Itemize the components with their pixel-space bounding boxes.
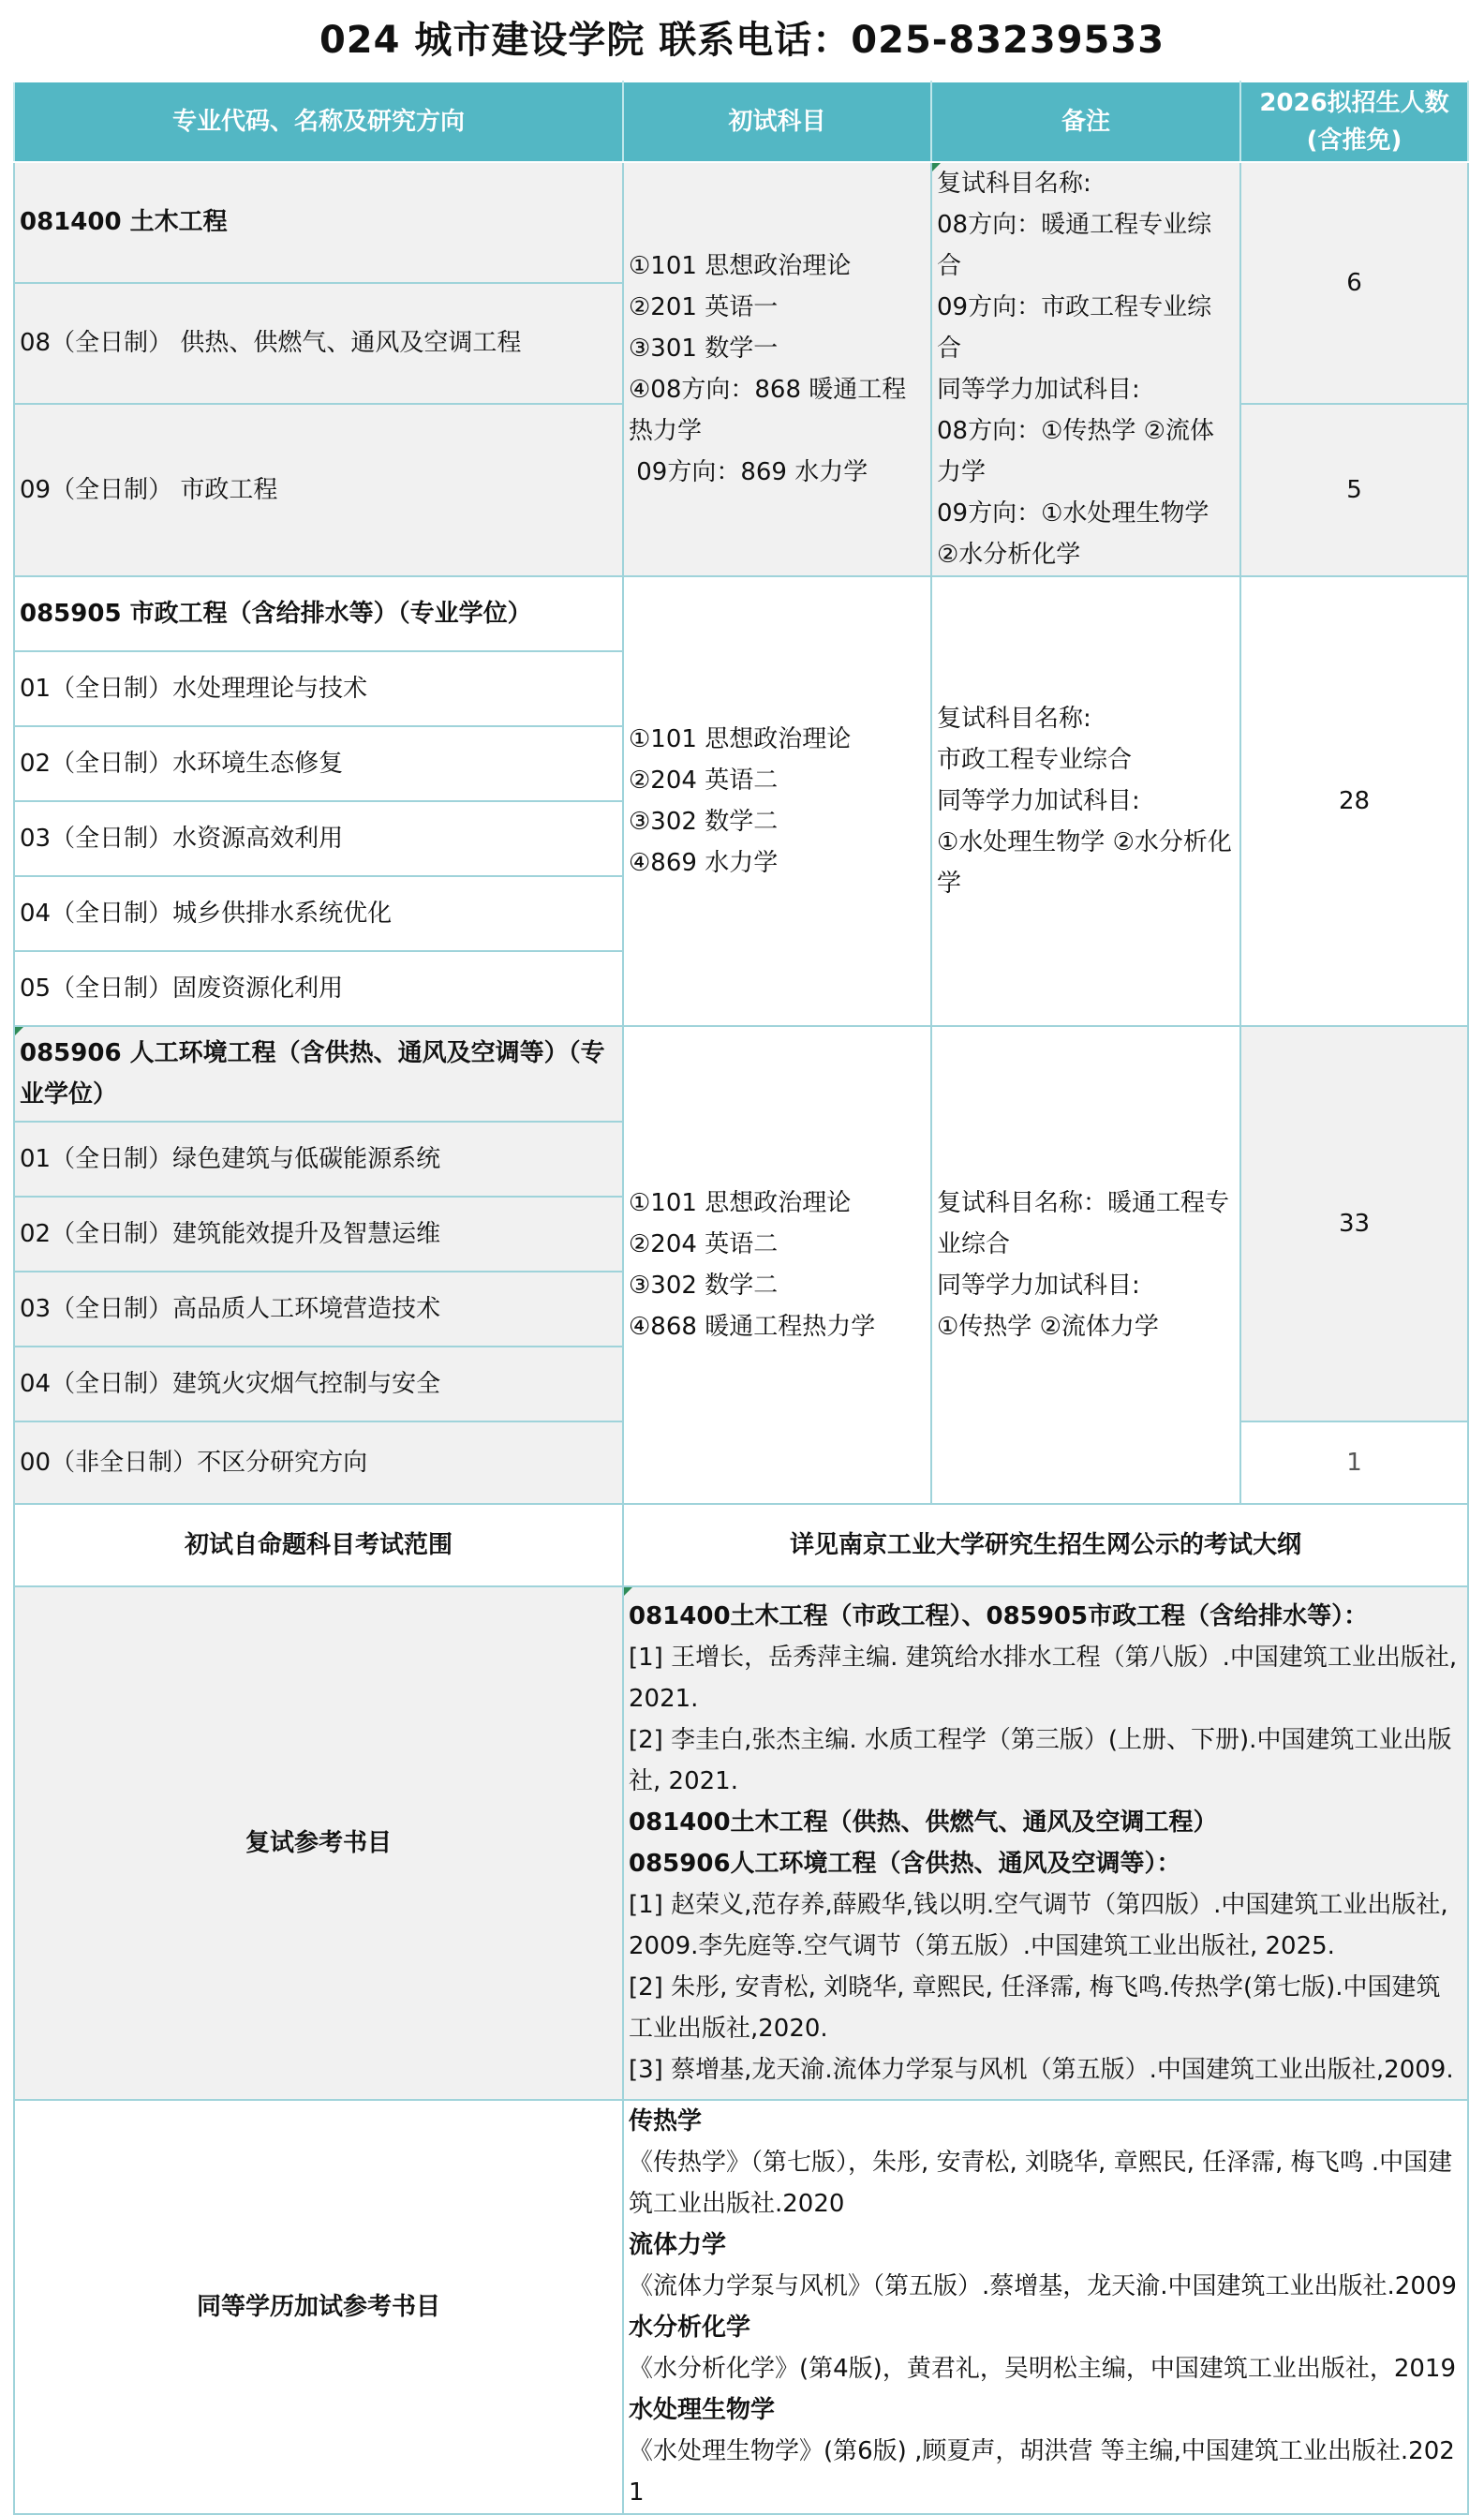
quota-value: 28 — [1240, 576, 1468, 1026]
remark-line: 同等学力加试科目: — [937, 376, 1140, 404]
quota-value: 1 — [1240, 1421, 1468, 1504]
equiv-book-line: 水分析化学 — [629, 2314, 751, 2342]
remark-line: 同等学力加试科目: — [937, 787, 1140, 815]
exam-line: ②204 英语二 — [629, 766, 779, 795]
table-row — [14, 2100, 1468, 2514]
exam-line: ④869 水力学 — [629, 849, 779, 877]
remark-line: 复试科目名称: — [937, 170, 1091, 198]
direction-name: 08（全日制） 供热、供燃气、通风及空调工程 — [14, 283, 623, 404]
exam-subjects — [623, 1026, 931, 1504]
exam-line: 09方向：869 水力学 — [629, 458, 868, 486]
exam-line: ③302 数学二 — [629, 1272, 779, 1300]
table-row — [14, 162, 1468, 283]
equiv-book-line: 传热学 — [629, 2107, 703, 2136]
remark-line: 复试科目名称: — [937, 705, 1091, 733]
exam-line: ①101 思想政治理论 — [629, 725, 852, 753]
direction-name: 05（全日制）固废资源化利用 — [14, 951, 623, 1026]
scope-label: 初试自命题科目考试范围 — [14, 1504, 623, 1586]
retest-book-line: [1] 王增长，岳秀萍主编. 建筑给水排水工程（第八版）.中国建筑工业出版社,2021. — [629, 1644, 1458, 1713]
direction-name: 00（非全日制）不区分研究方向 — [14, 1421, 623, 1504]
header-quota-line1: 2026拟招生人数 — [1259, 89, 1449, 117]
direction-name: 03（全日制）水资源高效利用 — [14, 801, 623, 876]
quota-value: 5 — [1240, 404, 1468, 576]
retest-book-line: [1] 赵荣义,范存养,薛殿华,钱以明.空气调节（第四版）.中国建筑工业出版社, 2009.李先庭等.空气调节（第五版）.中国建筑工业出版社, 2025. — [629, 1891, 1448, 1960]
exam-line: ②204 英语二 — [629, 1230, 779, 1258]
equiv-books-label: 同等学历加试参考书目 — [14, 2100, 623, 2514]
direction-name: 09（全日制） 市政工程 — [14, 404, 623, 576]
remark-line: 08方向：暖通工程专业综合 — [937, 211, 1212, 280]
header-quota-line2: (含推免) — [1306, 126, 1402, 155]
retest-book-line: 081400土木工程（供热、供燃气、通风及空调工程） — [629, 1808, 1218, 1837]
exam-line: ②201 英语一 — [629, 293, 779, 321]
remark-line: ①传热学 ②流体力学 — [937, 1313, 1159, 1341]
major-name: 085905 市政工程（含给排水等）（专业学位） — [14, 576, 623, 651]
equiv-books-list — [623, 2100, 1468, 2514]
page-title: 024 城市建设学院 联系电话：025-83239533 — [319, 18, 1165, 62]
retest-books-label: 复试参考书目 — [14, 1586, 623, 2100]
retest-book-line: [2] 朱彤, 安青松, 刘晓华, 章熙民, 任泽霈, 梅飞鸣.传热学(第七版).中国建筑工业出版社,2020. — [629, 1973, 1441, 2043]
table-row — [14, 1504, 1468, 1586]
equiv-book-line: 《传热学》（第七版），朱彤, 安青松, 刘晓华, 章熙民, 任泽霈, 梅飞鸣 .中国建筑工业出版社.2020 — [629, 2149, 1453, 2218]
remark-line: 08方向：①传热学 ②流体力学 — [937, 417, 1214, 486]
exam-line: ④868 暖通工程热力学 — [629, 1313, 876, 1341]
equiv-book-line: 流体力学 — [629, 2231, 727, 2259]
table-row — [14, 1586, 1468, 2100]
equiv-book-line: 《水处理生物学》(第6版) ,顾夏声，胡洪营 等主编,中国建筑工业出版社.2021 — [629, 2437, 1455, 2507]
retest-book-line: 085906人工环境工程（含供热、通风及空调等）： — [629, 1850, 1181, 1878]
remarks — [931, 162, 1240, 576]
exam-line: ③301 数学一 — [629, 335, 779, 363]
remark-line: 09方向：①水处理生物学 ②水分析化学 — [937, 499, 1209, 569]
remarks — [931, 1026, 1240, 1504]
exam-line: ①101 思想政治理论 — [629, 252, 852, 280]
table-row — [14, 576, 1468, 651]
admission-table — [13, 81, 1469, 2515]
table-row — [14, 1026, 1468, 1122]
quota-value: 33 — [1240, 1026, 1468, 1421]
header-quota — [1240, 82, 1468, 162]
header-major: 专业代码、名称及研究方向 — [14, 82, 623, 162]
major-name: 081400 土木工程 — [14, 162, 623, 283]
scope-value: 详见南京工业大学研究生招生网公示的考试大纲 — [623, 1504, 1468, 1586]
remarks — [931, 576, 1240, 1026]
exam-subjects — [623, 162, 931, 576]
direction-name: 04（全日制）城乡供排水系统优化 — [14, 876, 623, 951]
direction-name: 04（全日制）建筑火灾烟气控制与安全 — [14, 1347, 623, 1421]
equiv-book-line: 《流体力学泵与风机》（第五版）.蔡增基，龙天渝.中国建筑工业出版社.2009 — [629, 2272, 1457, 2300]
remark-line: 复试科目名称：暖通工程专业综合 — [937, 1189, 1230, 1258]
quota-value: 6 — [1240, 162, 1468, 404]
retest-book-line: [3] 蔡增基,龙天渝.流体力学泵与风机（第五版）.中国建筑工业出版社,2009. — [629, 2056, 1454, 2084]
remark-line: 09方向：市政工程专业综合 — [937, 293, 1212, 363]
exam-line: ①101 思想政治理论 — [629, 1189, 852, 1217]
equiv-book-line: 《水分析化学》(第4版)，黄君礼，吴明松主编，中国建筑工业出版社，2019 — [629, 2355, 1456, 2383]
remark-line: ①水处理生物学 ②水分析化学 — [937, 828, 1232, 898]
direction-name: 01（全日制）水处理理论与技术 — [14, 651, 623, 726]
retest-books-list — [623, 1586, 1468, 2100]
exam-line: ④08方向：868 暖通工程热力学 — [629, 376, 907, 445]
direction-name: 01（全日制）绿色建筑与低碳能源系统 — [14, 1122, 623, 1197]
direction-name: 02（全日制）水环境生态修复 — [14, 726, 623, 801]
equiv-book-line: 水处理生物学 — [629, 2396, 776, 2424]
exam-subjects — [623, 576, 931, 1026]
direction-name: 02（全日制）建筑能效提升及智慧运维 — [14, 1197, 623, 1272]
retest-book-line: [2] 李圭白,张杰主编. 水质工程学（第三版）(上册、下册).中国建筑工业出版社, 2021. — [629, 1726, 1452, 1795]
header-notes: 备注 — [931, 82, 1240, 162]
remark-line: 市政工程专业综合 — [937, 746, 1133, 774]
table-header-row — [14, 82, 1468, 162]
header-exams: 初试科目 — [623, 82, 931, 162]
major-name: 085906 人工环境工程（含供热、通风及空调等）（专业学位） — [14, 1026, 623, 1122]
retest-book-line: 081400土木工程（市政工程）、085905市政工程（含给排水等）： — [629, 1602, 1369, 1630]
remark-line: 同等学力加试科目: — [937, 1272, 1140, 1300]
direction-name: 03（全日制）高品质人工环境营造技术 — [14, 1272, 623, 1347]
exam-line: ③302 数学二 — [629, 808, 779, 836]
